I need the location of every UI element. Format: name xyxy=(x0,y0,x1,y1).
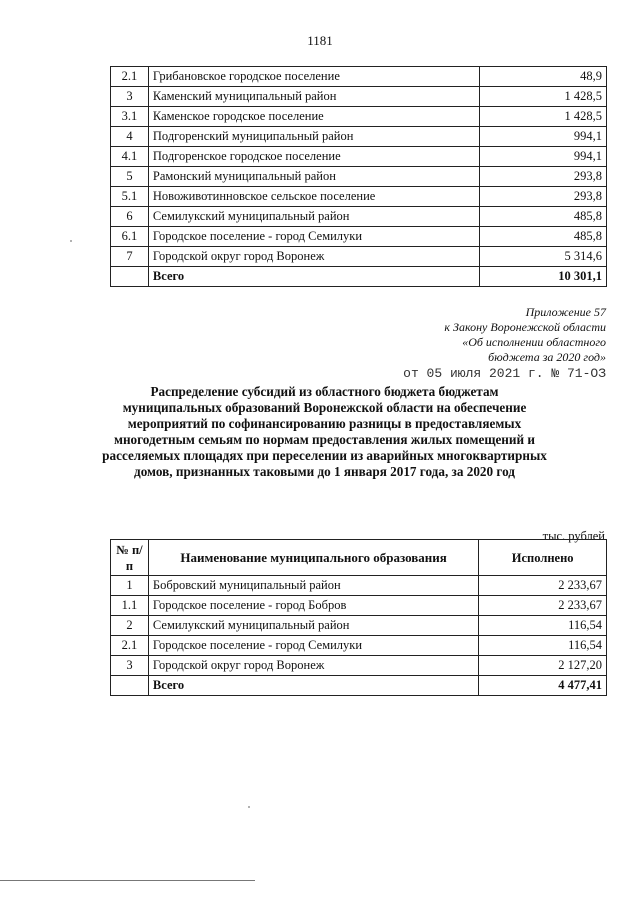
row-name: Городской округ город Воронеж xyxy=(148,247,479,267)
table-header-row xyxy=(111,540,607,576)
total-value: 4 477,41 xyxy=(479,676,607,696)
table-row xyxy=(111,227,607,247)
page-number: 1181 xyxy=(307,33,333,48)
subsidy-table-body xyxy=(111,540,607,696)
row-value: 116,54 xyxy=(479,616,607,636)
row-name: Грибановское городское поселение xyxy=(148,67,479,87)
row-value: 485,8 xyxy=(480,207,607,227)
header-value: Исполнено xyxy=(479,540,607,576)
unit-label: тыс. рублей xyxy=(542,529,605,543)
row-number: 4.1 xyxy=(111,147,149,167)
row-name: Рамонский муниципальный район xyxy=(148,167,479,187)
table-row xyxy=(111,616,607,636)
table-row xyxy=(111,207,607,227)
row-number: 6.1 xyxy=(111,227,149,247)
continuation-table-body xyxy=(111,67,607,287)
table-row xyxy=(111,636,607,656)
row-number: 5.1 xyxy=(111,187,149,207)
header-num: № п/п xyxy=(111,540,149,576)
row-name: Новоживотинновское сельское поселение xyxy=(148,187,479,207)
row-number: 3 xyxy=(111,87,149,107)
row-name: Городское поселение - город Бобров xyxy=(148,596,478,616)
appendix-law-title-cont: бюджета за 2020 год» xyxy=(488,350,606,364)
row-number: 6 xyxy=(111,207,149,227)
appendix-law: к Закону Воронежской области xyxy=(444,320,606,334)
table-row xyxy=(111,127,607,147)
table-row xyxy=(111,187,607,207)
row-name: Городское поселение - город Семилуки xyxy=(148,227,479,247)
table-row xyxy=(111,147,607,167)
appendix-law-title: «Об исполнении областного xyxy=(462,335,606,349)
total-label: Всего xyxy=(148,676,478,696)
row-name: Бобровский муниципальный район xyxy=(148,576,478,596)
table-row xyxy=(111,67,607,87)
row-number: 2.1 xyxy=(111,67,149,87)
row-value: 1 428,5 xyxy=(480,87,607,107)
row-number: 3.1 xyxy=(111,107,149,127)
appendix-number: Приложение 57 xyxy=(525,305,606,319)
row-value: 485,8 xyxy=(480,227,607,247)
document-title: Распределение субсидий из областного бюджета бюджетам муниципальных образований Воронежской области на обеспечение мероприятий по софинансированию разницы в предоставляемых многодетным семьям по нормам предоставления жилых помещений и расселяемых площадях при переселении из аварийных многоквартирных домов, признанных таковыми до 1 января 2017 года, за 2020 год xyxy=(102,384,547,479)
row-name: Подгоренское городское поселение xyxy=(148,147,479,167)
row-name: Каменский муниципальный район xyxy=(148,87,479,107)
row-number: 7 xyxy=(111,247,149,267)
row-value: 994,1 xyxy=(480,147,607,167)
row-name: Подгоренский муниципальный район xyxy=(148,127,479,147)
table-row xyxy=(111,596,607,616)
row-value: 2 127,20 xyxy=(479,656,607,676)
total-row xyxy=(111,267,607,287)
total-num xyxy=(111,267,149,287)
row-value: 5 314,6 xyxy=(480,247,607,267)
continuation-table xyxy=(110,66,607,287)
table-row xyxy=(111,656,607,676)
table-row xyxy=(111,107,607,127)
table-row xyxy=(111,576,607,596)
row-value: 2 233,67 xyxy=(479,596,607,616)
scan-speck xyxy=(70,240,72,242)
total-value: 10 301,1 xyxy=(480,267,607,287)
table-row xyxy=(111,87,607,107)
table-row xyxy=(111,247,607,267)
row-name: Семилукский муниципальный район xyxy=(148,616,478,636)
row-number: 2.1 xyxy=(111,636,149,656)
total-row xyxy=(111,676,607,696)
row-number: 5 xyxy=(111,167,149,187)
row-number: 3 xyxy=(111,656,149,676)
row-name: Городской округ город Воронеж xyxy=(148,656,478,676)
appendix-note xyxy=(444,305,606,365)
row-value: 994,1 xyxy=(480,127,607,147)
scan-speck xyxy=(248,806,250,808)
decree-stamp: от 05 июля 2021 г. № 71-ОЗ xyxy=(403,366,606,381)
row-value: 1 428,5 xyxy=(480,107,607,127)
row-value: 116,54 xyxy=(479,636,607,656)
total-label: Всего xyxy=(148,267,479,287)
total-num xyxy=(111,676,149,696)
header-name: Наименование муниципального образования xyxy=(148,540,478,576)
row-number: 1 xyxy=(111,576,149,596)
table-row xyxy=(111,167,607,187)
row-number: 4 xyxy=(111,127,149,147)
row-name: Каменское городское поселение xyxy=(148,107,479,127)
row-value: 293,8 xyxy=(480,167,607,187)
row-name: Городское поселение - город Семилуки xyxy=(148,636,478,656)
row-number: 2 xyxy=(111,616,149,636)
row-name: Семилукский муниципальный район xyxy=(148,207,479,227)
row-value: 48,9 xyxy=(480,67,607,87)
row-value: 293,8 xyxy=(480,187,607,207)
footer-line xyxy=(0,880,255,881)
row-number: 1.1 xyxy=(111,596,149,616)
subsidy-table xyxy=(110,539,607,696)
row-value: 2 233,67 xyxy=(479,576,607,596)
